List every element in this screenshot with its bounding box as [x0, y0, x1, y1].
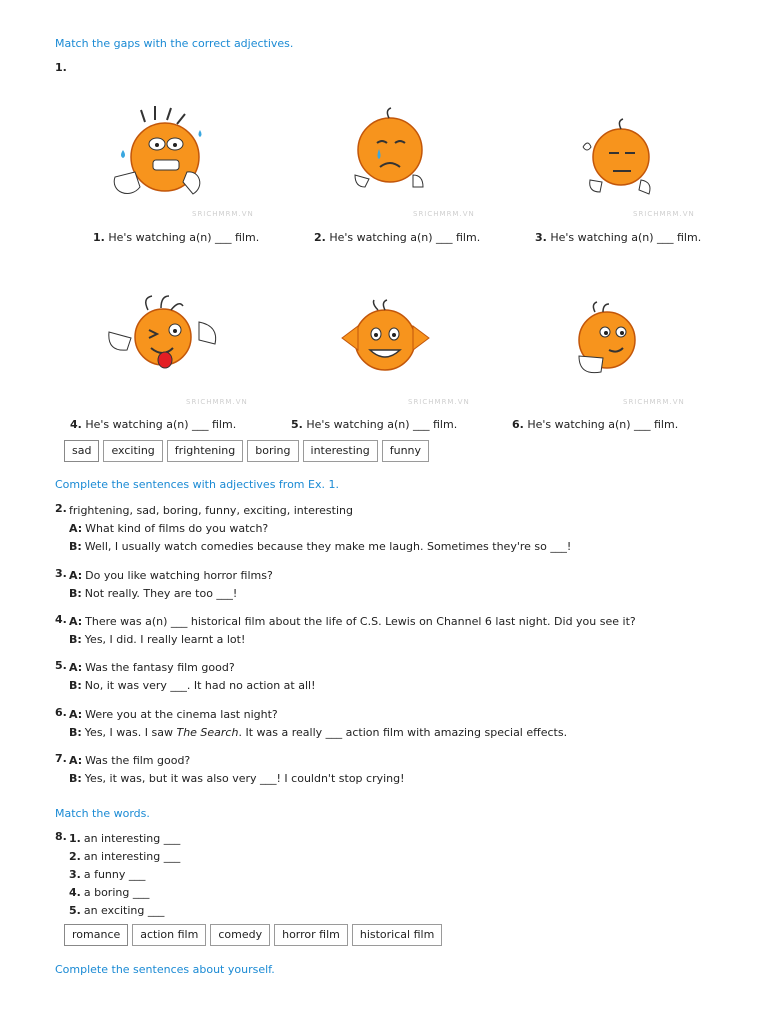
watermark: SRICHMRM.VN: [192, 210, 254, 218]
instruction-complete-sentences: Complete the sentences with adjectives from Ex. 1.: [55, 478, 339, 491]
caption-4: 4. He's watching a(n) ___ film.: [70, 418, 237, 431]
question-number: 2.: [55, 502, 67, 515]
speaker-b: B:: [69, 540, 82, 553]
word-bank-item: romance: [64, 924, 128, 946]
watermark: SRICHMRM.VN: [413, 210, 475, 218]
adjective-word-bank: [64, 440, 433, 462]
question-number: 5.: [55, 659, 67, 672]
word-bank-item: funny: [382, 440, 429, 462]
question-number: 3.: [55, 567, 67, 580]
noun-word-bank: [64, 924, 446, 946]
watermark: SRICHMRM.VN: [623, 398, 685, 406]
film-title: The Search: [176, 726, 239, 739]
question-number: 7.: [55, 752, 67, 765]
watermark: SRICHMRM.VN: [633, 210, 695, 218]
instruction-match-words: Match the words.: [55, 807, 150, 820]
exercise-number: 1.: [55, 61, 67, 74]
question-number: 8.: [55, 830, 67, 843]
watermark: SRICHMRM.VN: [408, 398, 470, 406]
funny-smiley-image: [103, 292, 223, 382]
word-bank-item: horror film: [274, 924, 348, 946]
word-bank-item: boring: [247, 440, 298, 462]
word-bank-item: exciting: [103, 440, 162, 462]
excited-smiley-image: [338, 298, 433, 383]
word-bank-item: action film: [132, 924, 206, 946]
frightened-smiley-image: [105, 102, 220, 202]
bored-smiley-image: [575, 115, 665, 200]
watermark: SRICHMRM.VN: [186, 398, 248, 406]
thinking-smiley-image: [565, 300, 650, 380]
caption-3: 3. He's watching a(n) ___ film.: [535, 231, 702, 244]
caption-1: 1. He's watching a(n) ___ film.: [93, 231, 260, 244]
line-a: What kind of films do you watch?: [85, 522, 269, 535]
question-number: 4.: [55, 613, 67, 626]
word-bank-item: frightening: [167, 440, 243, 462]
caption-6: 6. He's watching a(n) ___ film.: [512, 418, 679, 431]
instruction-about-yourself: Complete the sentences about yourself.: [55, 963, 275, 976]
word-bank-item: comedy: [210, 924, 270, 946]
question-number: 6.: [55, 706, 67, 719]
word-bank-item: interesting: [303, 440, 378, 462]
instruction-match-gaps: Match the gaps with the correct adjectives.: [55, 37, 294, 50]
word-bank-item: historical film: [352, 924, 442, 946]
word-bank-item: sad: [64, 440, 99, 462]
caption-5: 5. He's watching a(n) ___ film.: [291, 418, 458, 431]
line-b: Well, I usually watch comedies because they make me laugh. Sometimes they're so ___!: [84, 540, 572, 553]
speaker-a: A:: [69, 522, 83, 535]
caption-2: 2. He's watching a(n) ___ film.: [314, 231, 481, 244]
adjective-list: frightening, sad, boring, funny, exciting, interesting: [69, 504, 353, 517]
sad-smiley-image: [345, 105, 435, 195]
